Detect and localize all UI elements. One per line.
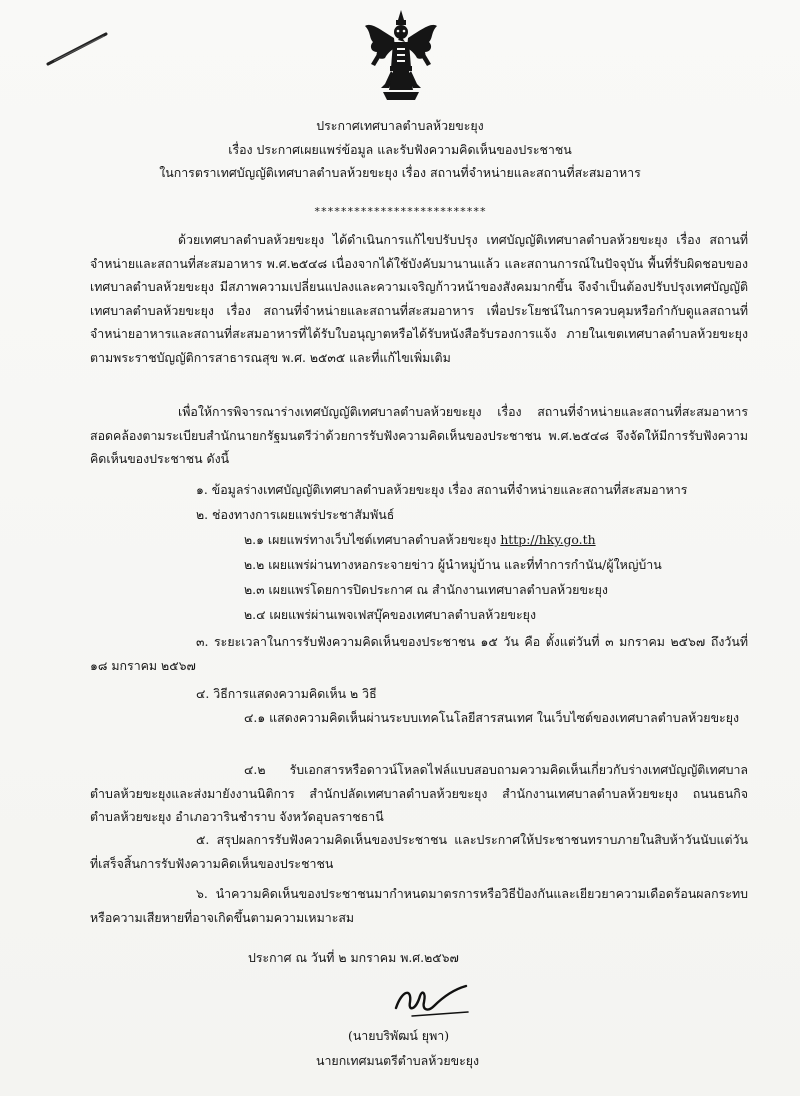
subject-line-2: ในการตราเทศบัญญัติเทศบาลตำบลห้วยขะยุง เรื่อง สถานที่จำหน่ายและสถานที่สะสมอาหาร bbox=[159, 165, 641, 180]
website-link[interactable]: http://hky.go.th bbox=[500, 532, 596, 547]
item-2-3: ๒.๓ เผยแพร่โดยการปิดประกาศ ณ สำนักงานเทศบาลตำบลห้วยขะยุง bbox=[244, 582, 608, 597]
announce-date: ประกาศ ณ วันที่ ๒ มกราคม พ.ศ.๒๕๖๗ bbox=[248, 950, 459, 965]
paragraph-purpose: เพื่อให้การพิจารณาร่างเทศบัญญัติเทศบาลตำบลห้วยขะยุง เรื่อง สถานที่จำหน่ายและสถานที่สะสมอาหาร สอดคล้องตามระเบียบสำนักนายกรัฐมนตรีว่าด้วยการรับฟังความคิดเห็นของประชาชน พ.ศ.๒๕๔๘ จึงจัดให้มีการรับฟังความคิดเห็นของประชาชน ดังนี้ bbox=[90, 404, 748, 466]
separator-stars: ************************** bbox=[313, 205, 487, 218]
item-6: ๖. นำความคิดเห็นของประชาชนมากำหนดมาตรการหรือวิธีป้องกันและเยียวยาความเดือดร้อนผลกระทบ หรือความเสียหายที่อาจเกิดขึ้นตามความเหมาะสม bbox=[90, 886, 748, 925]
announcement-title: ประกาศเทศบาลตำบลห้วยขะยุง bbox=[316, 118, 484, 133]
item-4: ๔. วิธีการแสดงความคิดเห็น ๒ วิธี bbox=[196, 686, 377, 701]
paragraph-intro: ด้วยเทศบาลตำบลห้วยขะยุง ได้ดำเนินการแก้ไขปรับปรุง เทศบัญญัติเทศบาลตำบลห้วยขะยุง เรื่อง สถานที่จำหน่ายและสถานที่สะสมอาหาร พ.ศ.๒๕๔๘ เนื่องจากได้ใช้บังคับมานานแล้ว และสถานการณ์ในปัจจุบัน พื้นที่รับผิดชอบของเทศบาลตำบลห้วยขะยุง มีสภาพความเปลี่ยนแปลงและความเจริญก้าวหน้าของสังคมมากขึ้น จึงจำเป็นต้องปรับปรุงเทศบัญญัติเทศบาลตำบลห้วยขะยุง เรื่อง สถานที่จำหน่ายและสถานที่สะสมอาหาร เพื่อประโยชน์ในการควบคุมหรือกำกับดูแลสถานที่จำหน่ายอาหารและสถานที่สะสมอาหารที่ได้รับใบอนุญาตหรือได้รับหนังสือรับรองการแจ้ง ภายในเขตเทศบาลตำบลห้วยขะยุง ตามพระราชบัญญัติการสาธารณสุข พ.ศ. ๒๕๓๕ และที่แก้ไขเพิ่มเติม bbox=[90, 232, 748, 365]
item-4-1: ๔.๑ แสดงความคิดเห็นผ่านระบบเทคโนโลยีสารสนเทศ ในเว็บไซต์ของเทศบาลตำบลห้วยขะยุง bbox=[244, 710, 740, 725]
signatory-title: นายกเทศมนตรีตำบลห้วยขะยุง bbox=[316, 1053, 480, 1068]
subject-line: เรื่อง ประกาศเผยแพร่ข้อมูล และรับฟังความคิดเห็นของประชาชน bbox=[228, 142, 572, 157]
signatory-name: (นายบริพัฒน์ ยุพา) bbox=[348, 1028, 450, 1043]
item-2-1-text: ๒.๑ เผยแพร่ทางเว็บไซต์เทศบาลตำบลห้วยขะยุง bbox=[244, 532, 497, 547]
item-2-1 bbox=[244, 532, 596, 548]
garuda-emblem-icon bbox=[363, 8, 439, 104]
item-1: ๑. ข้อมูลร่างเทศบัญญัติเทศบาลตำบลห้วยขะยุง เรื่อง สถานที่จำหน่ายและสถานที่สะสมอาหาร bbox=[196, 482, 688, 497]
item-5: ๕. สรุปผลการรับฟังความคิดเห็นของประชาชน และประกาศให้ประชาชนทราบภายในสิบห้าวันนับแต่วันที่เสร็จสิ้นการรับฟังความคิดเห็นของประชาชน bbox=[90, 832, 748, 871]
pen-mark bbox=[44, 28, 114, 68]
item-2-2: ๒.๒ เผยแพร่ผ่านทางหอกระจายข่าว ผู้นำหมู่บ้าน และที่ทำการกำนัน/ผู้ใหญ่บ้าน bbox=[244, 557, 662, 572]
item-4-2: ๔.๒ รับเอกสารหรือดาวน์โหลดไฟล์แบบสอบถามความคิดเห็นเกี่ยวกับร่างเทศบัญญัติเทศบาลตำบลห้วยขะยุงและส่งมายังงานนิติการ สำนักปลัดเทศบาลตำบลห้วยขะยุง สำนักงานเทศบาลตำบลห้วยขะยุง ถนนธนกิจ ตำบลห้วยขะยุง อำเภอวารินชำราบ จังหวัดอุบลราชธานี bbox=[90, 762, 748, 824]
item-3: ๓. ระยะเวลาในการรับฟังความคิดเห็นของประชาชน ๑๕ วัน คือ ตั้งแต่วันที่ ๓ มกราคม ๒๕๖๗ ถึงวันที่ ๑๘ มกราคม ๒๕๖๗ bbox=[90, 634, 748, 673]
item-2: ๒. ช่องทางการเผยแพร่ประชาสัมพันธ์ bbox=[196, 507, 395, 522]
signature-icon bbox=[382, 982, 472, 1024]
item-2-4: ๒.๔ เผยแพร่ผ่านเพจเฟสบุ๊คของเทศบาลตำบลห้วยขะยุง bbox=[244, 607, 536, 622]
